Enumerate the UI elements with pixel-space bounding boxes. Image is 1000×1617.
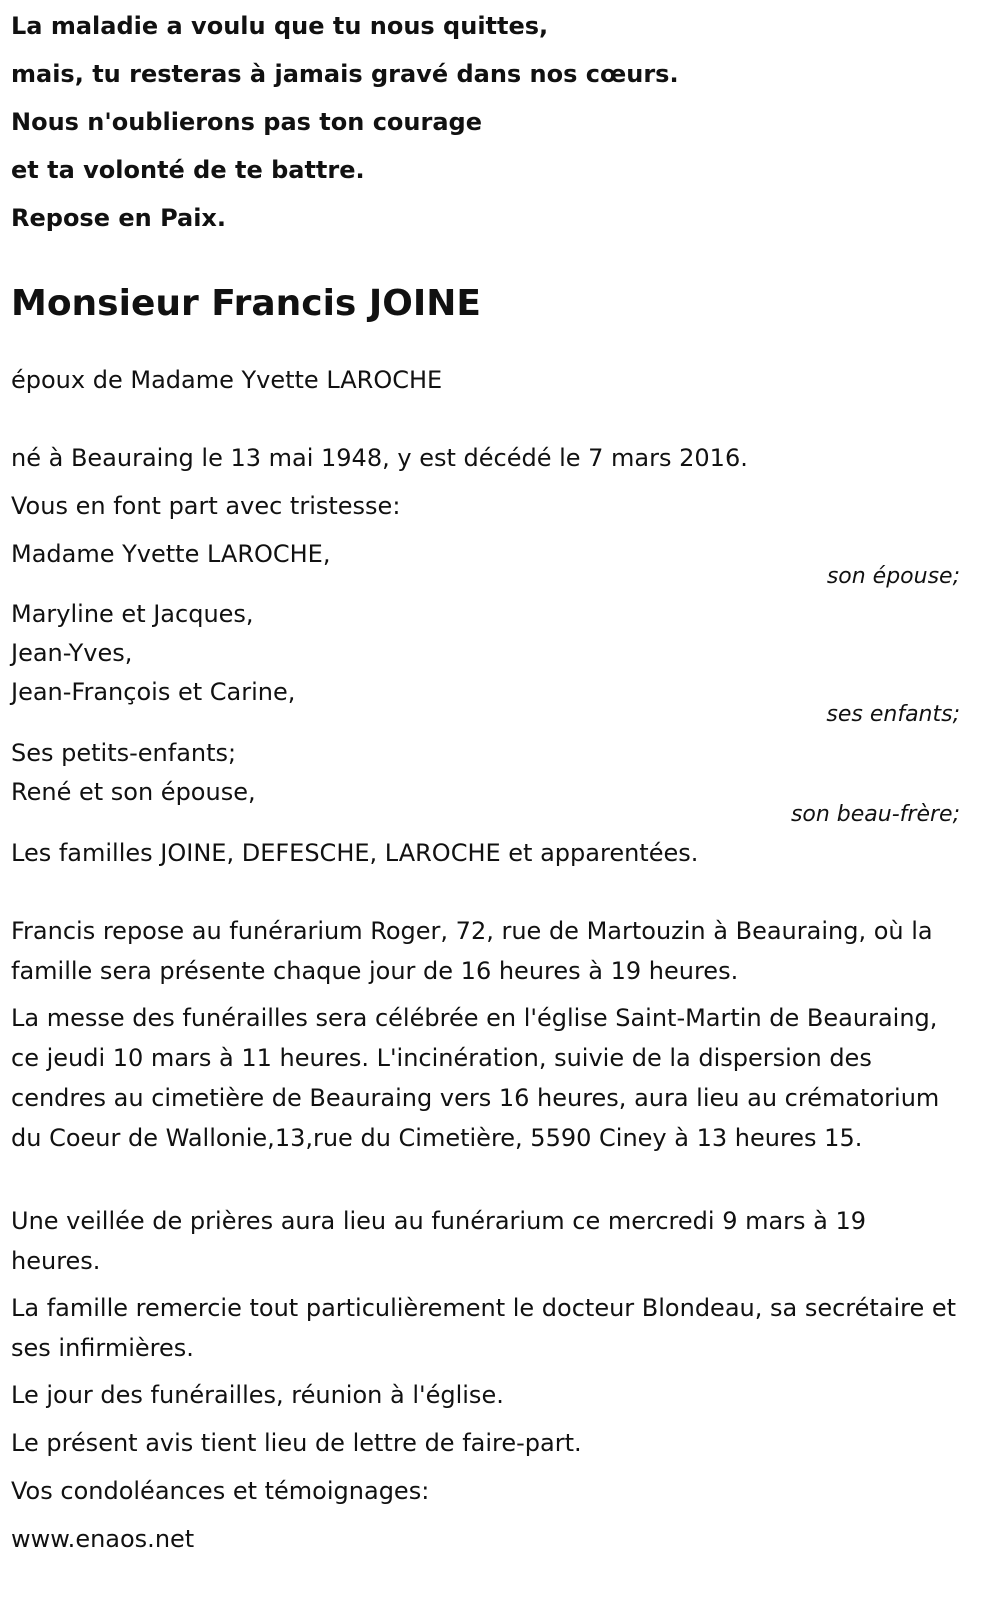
vigil-paragraph: Une veillée de prières aura lieu au funérarium ce mercredi 9 mars à 19 heures. [11, 1207, 867, 1275]
child-entry: Jean-Yves, [11, 639, 133, 667]
grandchildren: Ses petits-enfants; [11, 739, 237, 767]
child-entry: Jean-François et Carine, [11, 678, 296, 706]
children-relation: ses enfants; [826, 702, 960, 727]
brother-in-law-relation: son beau-frère; [790, 802, 960, 827]
mass-paragraph: La messe des funérailles sera célébrée en l'église Saint-Martin de Beauraing, ce jeudi 10 mars à 11 heures. L'incinération, suivie de la dispersion des cendres au cimetière de Beauraing vers 16 heures, aura lieu au crématorium du Coeur de Wallonie,13,rue du Cimetière, 5590 Ciney à 13 heures 15. [11, 1004, 940, 1152]
thanks-paragraph: La famille remercie tout particulièrement le docteur Blondeau, sa secrétaire et ses infirmières. [11, 1294, 957, 1362]
child-entry: Maryline et Jacques, [11, 600, 254, 628]
meeting-paragraph: Le jour des funérailles, réunion à l'église. [11, 1381, 504, 1409]
spouse-relation: son épouse; [826, 564, 960, 589]
poem-line: Repose en Paix. [11, 204, 227, 232]
condolences-paragraph: Vos condoléances et témoignages: [11, 1477, 430, 1505]
families-line: Les familles JOINE, DEFESCHE, LAROCHE et apparentées. [11, 839, 699, 867]
spouse-line: époux de Madame Yvette LAROCHE [11, 366, 443, 394]
poem-line: et ta volonté de te battre. [11, 156, 365, 184]
deceased-name: Monsieur Francis JOINE [11, 283, 482, 324]
brother-in-law: René et son épouse, [11, 778, 256, 806]
poem-line: La maladie a voulu que tu nous quittes, [11, 12, 549, 40]
poem-line: mais, tu resteras à jamais gravé dans nos cœurs. [11, 60, 679, 88]
announcement: Vous en font part avec tristesse: [11, 492, 401, 520]
birth-death-line: né à Beauraing le 13 mai 1948, y est décédé le 7 mars 2016. [11, 444, 748, 472]
website-link[interactable]: www.enaos.net [11, 1525, 195, 1553]
poem-line: Nous n'oublierons pas ton courage [11, 108, 482, 136]
notice-paragraph: Le présent avis tient lieu de lettre de faire-part. [11, 1429, 582, 1457]
repose-paragraph: Francis repose au funérarium Roger, 72, rue de Martouzin à Beauraing, où la famille sera présente chaque jour de 16 heures à 19 heures. [11, 917, 933, 985]
family-spouse: Madame Yvette LAROCHE, [11, 540, 331, 568]
